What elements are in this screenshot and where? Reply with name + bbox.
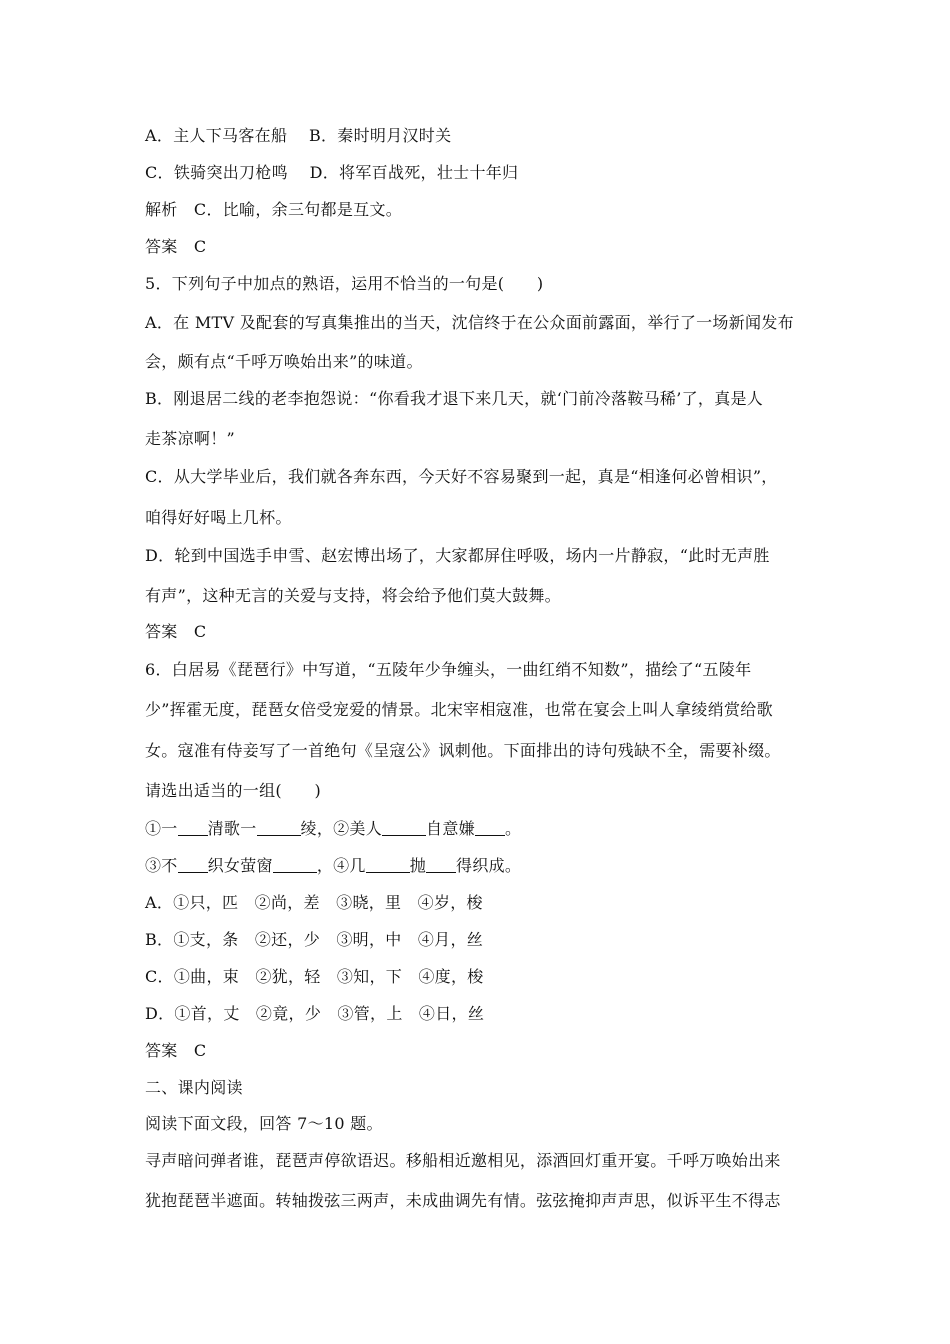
question-6-line4: 请选出适当的一组( ) bbox=[145, 781, 322, 800]
question-6-line1: 6．白居易《琵琶行》中写道，“五陵年少争缠头，一曲红绡不知数”，描绘了“五陵年 bbox=[145, 660, 752, 679]
poem-blanks-line2: ③不 织女萤窗 ，④几 抛 得织成。 bbox=[145, 856, 522, 875]
section-heading: 二、课内阅读 bbox=[145, 1078, 243, 1097]
q6-option-c: C．①曲，束 ②犹，轻 ③知，下 ④度，梭 bbox=[145, 967, 484, 986]
blank bbox=[426, 856, 456, 873]
q6-option-b: B．①支，条 ②还，少 ③明，中 ④月，丝 bbox=[145, 930, 484, 949]
blank bbox=[257, 819, 301, 836]
passage-line1: 寻声暗问弹者谁，琵琶声停欲语迟。移船相近邀相见，添酒回灯重开宴。千呼万唤始出来 bbox=[145, 1151, 781, 1170]
q5-option-b-line1: B．刚退居二线的老李抱怨说：“你看我才退下来几天，就‘门前冷落鞍马稀’了，真是人 bbox=[145, 389, 764, 408]
question-6-line2: 少”挥霍无度，琵琶女倍受宠爱的情景。北宋宰相寇准，也常在宴会上叫人拿绫绡赏给歌 bbox=[145, 700, 773, 719]
poem-blanks-line1: ①一 清歌一 绫，②美人 自意嫌 。 bbox=[145, 819, 522, 838]
option-a-b: A．主人下马客在船 B．秦时明月汉时关 bbox=[145, 126, 452, 145]
q5-option-c-line2: 咱得好好喝上几杯。 bbox=[145, 508, 292, 527]
passage-line2: 犹抱琵琶半遮面。转轴拨弦三两声，未成曲调先有情。弦弦掩抑声声思，似诉平生不得志 bbox=[145, 1191, 781, 1210]
q5-option-a-line1: A．在 MTV 及配套的写真集推出的当天，沈信终于在公众面前露面，举行了一场新闻发布 bbox=[145, 313, 794, 332]
blank bbox=[366, 856, 410, 873]
q5-option-b-line2: 走茶凉啊！” bbox=[145, 429, 235, 448]
blank bbox=[178, 819, 208, 836]
answer-4: 答案 C bbox=[145, 237, 207, 256]
reading-instruction: 阅读下面文段，回答 7～10 题。 bbox=[145, 1114, 383, 1133]
option-c-d: C．铁骑突出刀枪鸣 D．将军百战死，壮士十年归 bbox=[145, 163, 519, 182]
question-5: 5．下列句子中加点的熟语，运用不恰当的一句是( ) bbox=[145, 274, 544, 293]
q5-option-d-line2: 有声”，这种无言的关爱与支持，将会给予他们莫大鼓舞。 bbox=[145, 586, 561, 605]
q5-option-d-line1: D．轮到中国选手申雪、赵宏博出场了，大家都屏住呼吸，场内一片静寂，“此时无声胜 bbox=[145, 546, 770, 565]
analysis-text: 解析 C．比喻，余三句都是互文。 bbox=[145, 200, 403, 219]
answer-6: 答案 C bbox=[145, 1041, 207, 1060]
q6-option-d: D．①首，丈 ②竟，少 ③管，上 ④日，丝 bbox=[145, 1004, 485, 1023]
answer-5: 答案 C bbox=[145, 622, 207, 641]
q5-option-c-line1: C．从大学毕业后，我们就各奔东西，今天好不容易聚到一起，真是“相逢何必曾相识”， bbox=[145, 467, 778, 486]
blank bbox=[475, 819, 505, 836]
blank bbox=[273, 856, 317, 873]
question-6-line3: 女。寇准有侍妾写了一首绝句《呈寇公》讽刺他。下面排出的诗句残缺不全，需要补缀。 bbox=[145, 741, 781, 760]
blank bbox=[178, 856, 208, 873]
q6-option-a: A．①只，匹 ②尚，差 ③晓，里 ④岁，梭 bbox=[145, 893, 483, 912]
blank bbox=[382, 819, 426, 836]
q5-option-a-line2: 会，颇有点“千呼万唤始出来”的味道。 bbox=[145, 352, 423, 371]
